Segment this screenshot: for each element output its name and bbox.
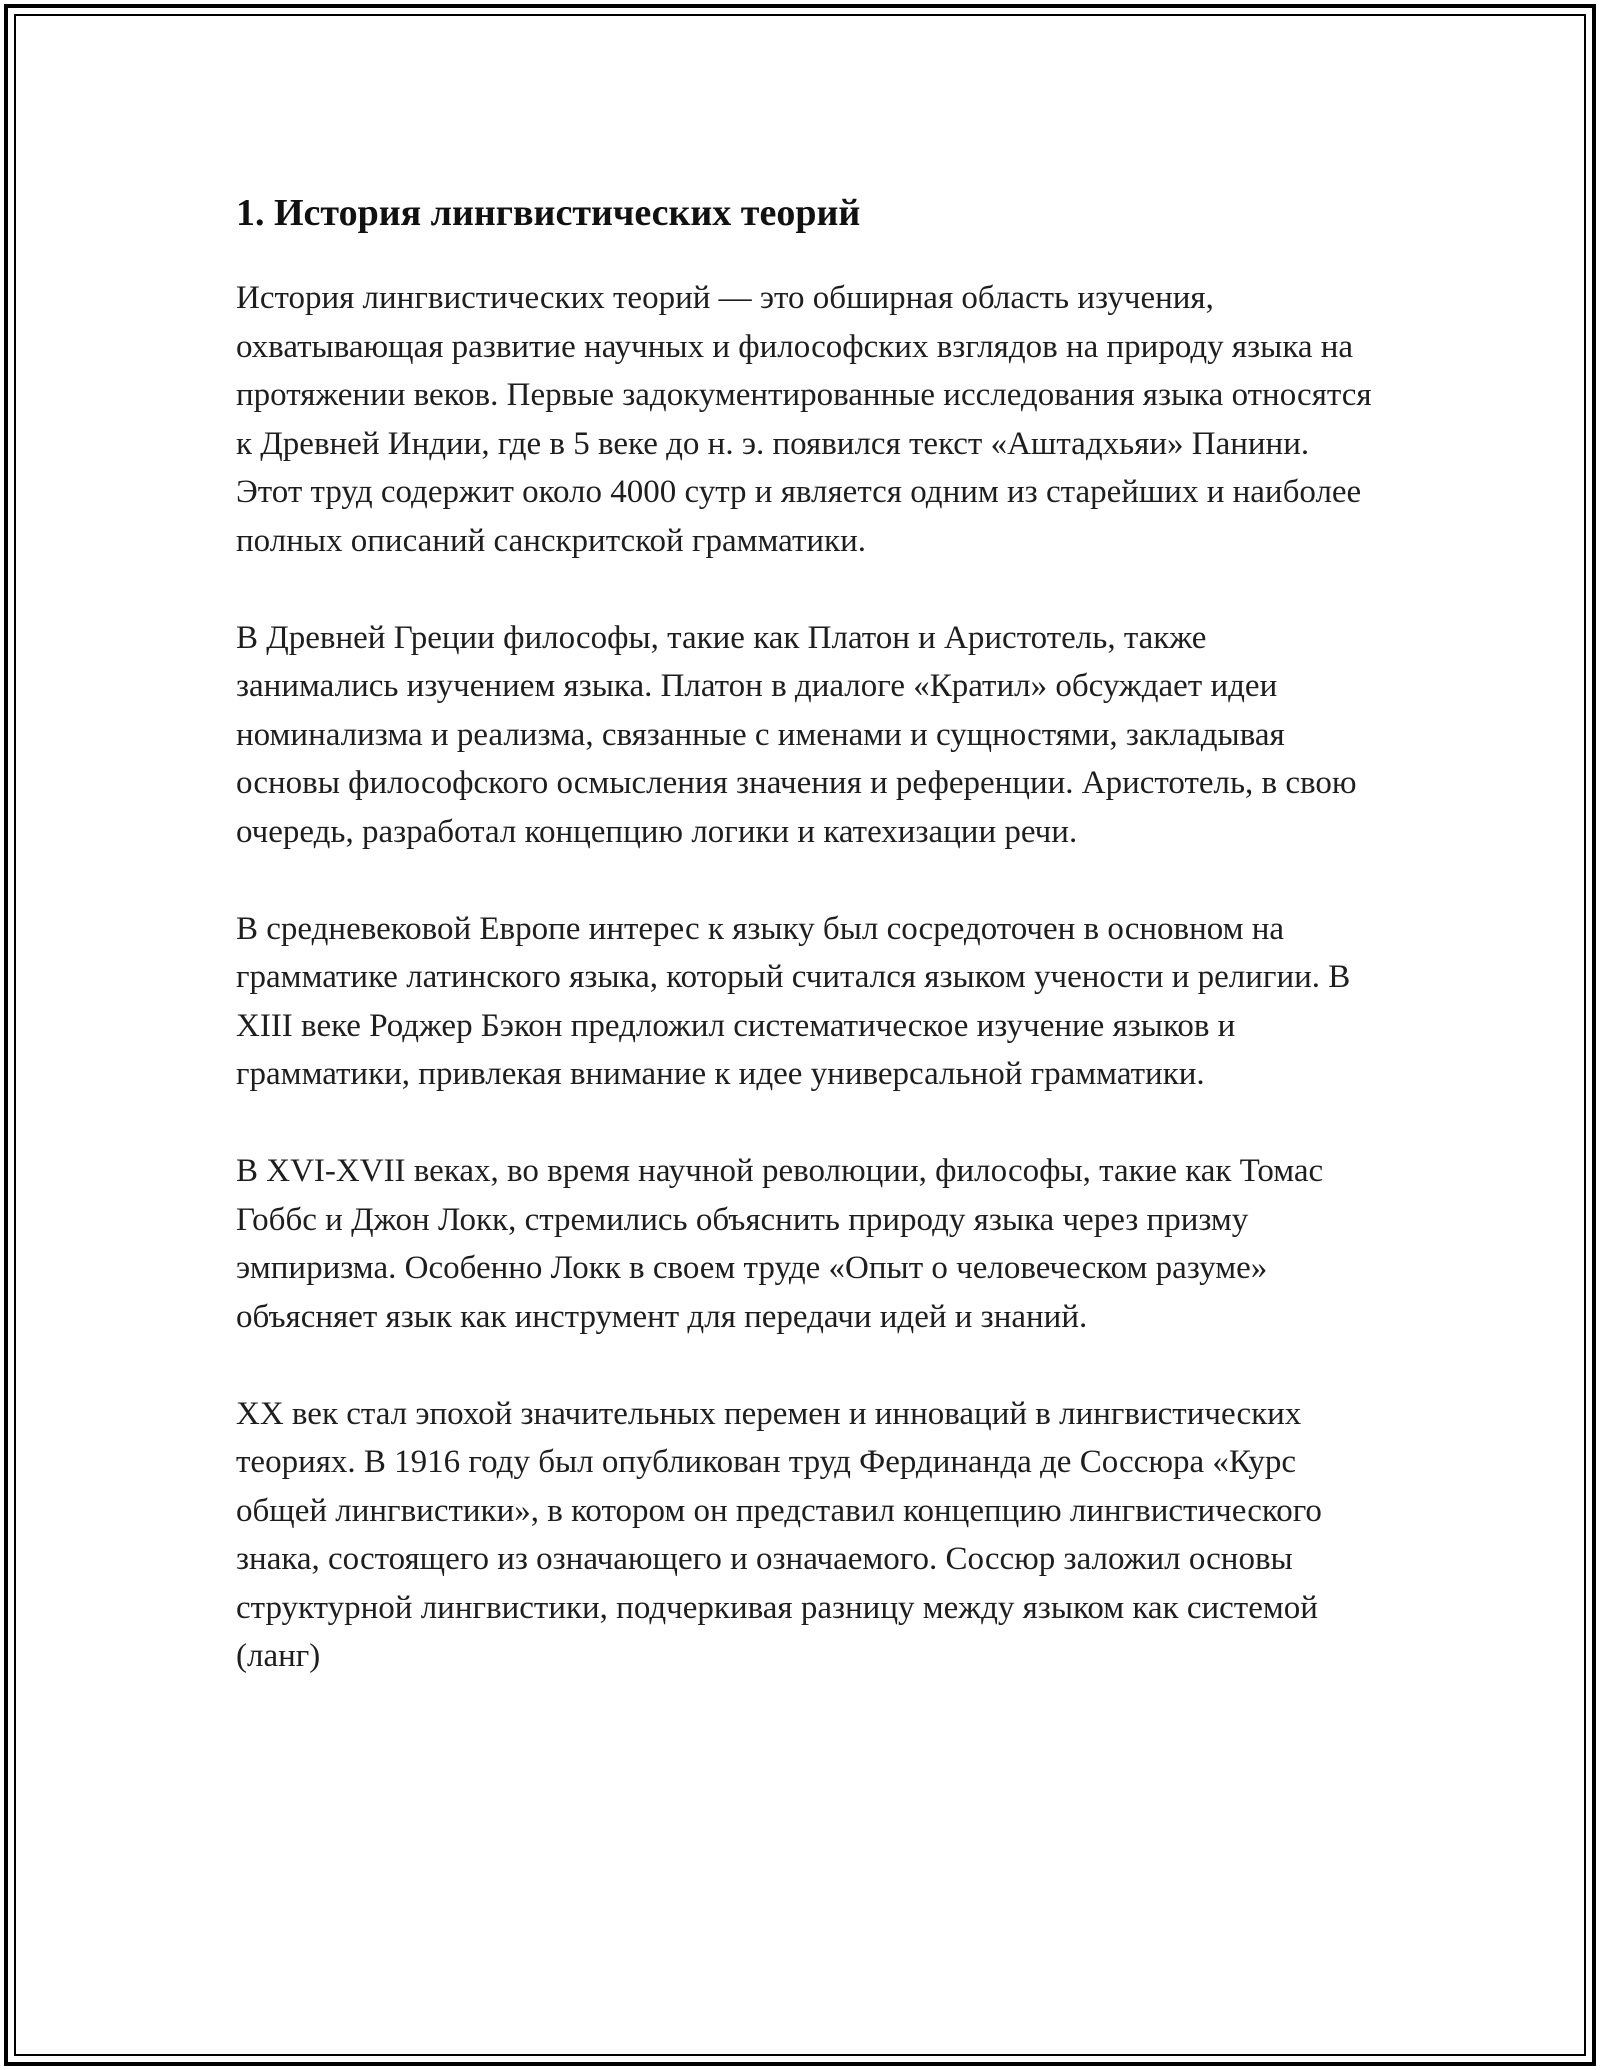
paragraph-medieval-europe: В средневековой Европе интерес к языку был сосредоточен в основном на грамматике латинского языка, который считался языком учености и религии. В XIII веке Роджер Бэкон предложил систематическое изучение языков и грамматики, привлекая внимание к идее универсальной грамматики. [236, 910, 1351, 1092]
paragraph-twentieth-century: XX век стал эпохой значительных перемен и инноваций в лингвистических теориях. В 1916 году был опубликован труд Фердинанда де Соссюра «Курс общей лингвистики», в котором он представил концепцию лингвистического знака, состоящего из означающего и означаемого. Соссюр заложил основы структурной лингвистики, подчеркивая разницу между языком как системой (ланг) [236, 1395, 1322, 1674]
section-heading: 1. История лингвистических теорий [236, 192, 861, 234]
document-body [236, 178, 1376, 1729]
paragraph-scientific-revolution: В XVI-XVII веках, во время научной революции, философы, такие как Томас Гоббс и Джон Локк, стремились объяснить природу языка через призму эмпиризма. Особенно Локк в своем труде «Опыт о человеческом разуме» объясняет язык как инструмент для передачи идей и знаний. [236, 1153, 1324, 1335]
paragraph-ancient-india: История лингвистических теорий — это обширная область изучения, охватывающая развитие научных и философских взглядов на природу языка на протяжении веков. Первые задокументированные исследования языка относятся к Древней Индии, где в 5 веке до н. э. появился текст «Аштадхьяи» Панини. Этот труд содержит около 4000 сутр и является одним из старейших и наиболее полных описаний санскритской грамматики. [236, 280, 1372, 559]
paragraph-ancient-greece: В Древней Греции философы, такие как Платон и Аристотель, также занимались изучением языка. Платон в диалоге «Кратил» обсуждает идеи номинализма и реализма, связанные с именами и сущностями, закладывая основы философского осмысления значения и референции. Аристотель, в свою очередь, разработал концепцию логики и катехизации речи. [236, 619, 1357, 850]
